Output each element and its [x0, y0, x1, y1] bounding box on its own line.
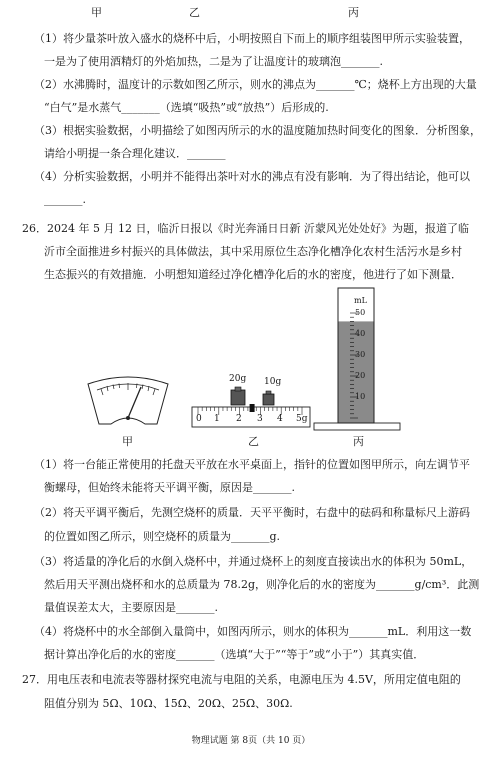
q25-part1-line2: 一是为了使用酒精灯的外焰加热，二是为了让温度计的玻璃泡_______.: [44, 55, 383, 68]
cylinder-tick-label: 20: [355, 371, 366, 380]
q26-part1-line1: （1）将一台能正常使用的托盘天平放在水平桌面上，指针的位置如图甲所示，向左调节平: [34, 458, 470, 471]
figure-caption-bing-top: 丙: [348, 6, 359, 19]
weight-label-10g: 10g: [264, 377, 282, 387]
q26-part3-line3: 量值误差太大，主要原因是_______.: [44, 601, 218, 614]
figure-caption-jia: 甲: [122, 435, 133, 448]
q25-part3-line1: （3）根据实验数据，小明描绘了如图丙所示的水的温度随加热时间变化的图象．分析图象，: [34, 124, 481, 137]
q26-part1-line2: 衡螺母，但始终未能将天平调平衡，原因是_______.: [44, 481, 295, 494]
figure-caption-bing: 丙: [353, 435, 364, 448]
q25-part4-line2: _______.: [44, 193, 86, 206]
figure-caption-yi-top: 乙: [189, 6, 200, 19]
q25-part2-line2: “白气”是水蒸气_______（选填“吸热”或“放热”）后形成的.: [44, 101, 329, 114]
q26-part4-line1: （4）将烧杯中的水全部倒入量筒中，如图丙所示，则水的体积为_______mL．利用这一数: [34, 625, 472, 638]
q27-line2: 阻值分别为 5Ω、10Ω、15Ω、20Ω、25Ω、30Ω.: [44, 697, 293, 710]
ruler-tick-label: 3: [257, 414, 263, 424]
ruler-tick-label: 2: [236, 414, 242, 424]
figure-caption-jia-top: 甲: [91, 6, 102, 19]
q26-part4-line2: 据计算出净化后的水的密度_______（选填“大于”“等于”或“小于”）其真实值．: [44, 648, 425, 661]
ruler-tick-labels: [196, 414, 308, 426]
cylinder-tick-label: 40: [355, 329, 366, 338]
rider-marker: [250, 404, 255, 412]
q26-intro-line1: 26．2024 年 5 月 12 日，临沂日报以《时光奔涌日日新 沂蒙风光处处好》为题，报道了临: [22, 222, 469, 235]
balance-pointer-dial-figure: [85, 368, 171, 430]
q26-part3-line2: 然后用天平测出烧杯和水的总质量为 78.2g，则净化后的水的密度为_______g/cm³．此测: [44, 578, 480, 591]
q25-part3-line2: 请给小明提一条合理化建议．_______: [44, 147, 226, 160]
cylinder-unit-label: mL: [354, 296, 367, 305]
ruler-tick-label: 4: [277, 414, 283, 424]
cylinder-tick-label: 30: [355, 350, 366, 359]
q25-part1-line1: （1）将少量茶叶放入盛水的烧杯中后，小明按照自下而上的顺序组装图甲所示实验装置，: [34, 32, 470, 45]
q26-part2-line2: 的位置如图乙所示，则空烧杯的质量为_______g.: [44, 530, 281, 543]
page-footer: 物理试题 第 8页（共 10 页）: [191, 736, 311, 746]
ruler-tick-label: 5g: [296, 414, 308, 424]
cylinder-base: [314, 423, 400, 430]
q26-intro-line2: 沂市全面推进乡村振兴的具体做法，其中采用原位生态净化槽净化农村生活污水是乡村: [44, 245, 462, 258]
ruler-tick-label: 0: [196, 414, 202, 424]
cylinder-tick-label: 50: [355, 308, 366, 317]
q26-part3-line1: （3）将适量的净化后的水倒入烧杯中，并通过烧杯上的刻度直接读出水的体积为 50mL，: [34, 555, 473, 568]
ruler-tick-label: 1: [214, 414, 220, 424]
q26-intro-line3: 生态振兴的有效措施．小明想知道经过净化槽净化后的水的密度，他进行了如下测量．: [44, 268, 462, 281]
figure-caption-yi: 乙: [248, 435, 259, 448]
weight-10g-block: [263, 394, 274, 405]
cylinder-tick-label: 10: [355, 392, 366, 401]
graduated-cylinder-svg: [312, 284, 402, 434]
q26-part2-line1: （2）将天平调平衡后，先测空烧杯的质量．天平平衡时，右盘中的砝码和称量标尺上游码: [34, 506, 470, 519]
q27-line1: 27．用电压表和电流表等器材探究电流与电阻的关系，电源电压为 4.5V，所用定值电阻的: [22, 673, 461, 686]
weight-20g-block: [231, 390, 245, 405]
q25-part2-line1: （2）水沸腾时，温度计的示数如图乙所示，则水的沸点为_______℃；烧杯上方出现的大量: [34, 78, 477, 91]
weight-label-20g: 20g: [229, 374, 247, 384]
q25-part4-line1: （4）分析实验数据，小明并不能得出茶叶对水的沸点有没有影响．为了得出结论，他可以: [34, 170, 470, 183]
